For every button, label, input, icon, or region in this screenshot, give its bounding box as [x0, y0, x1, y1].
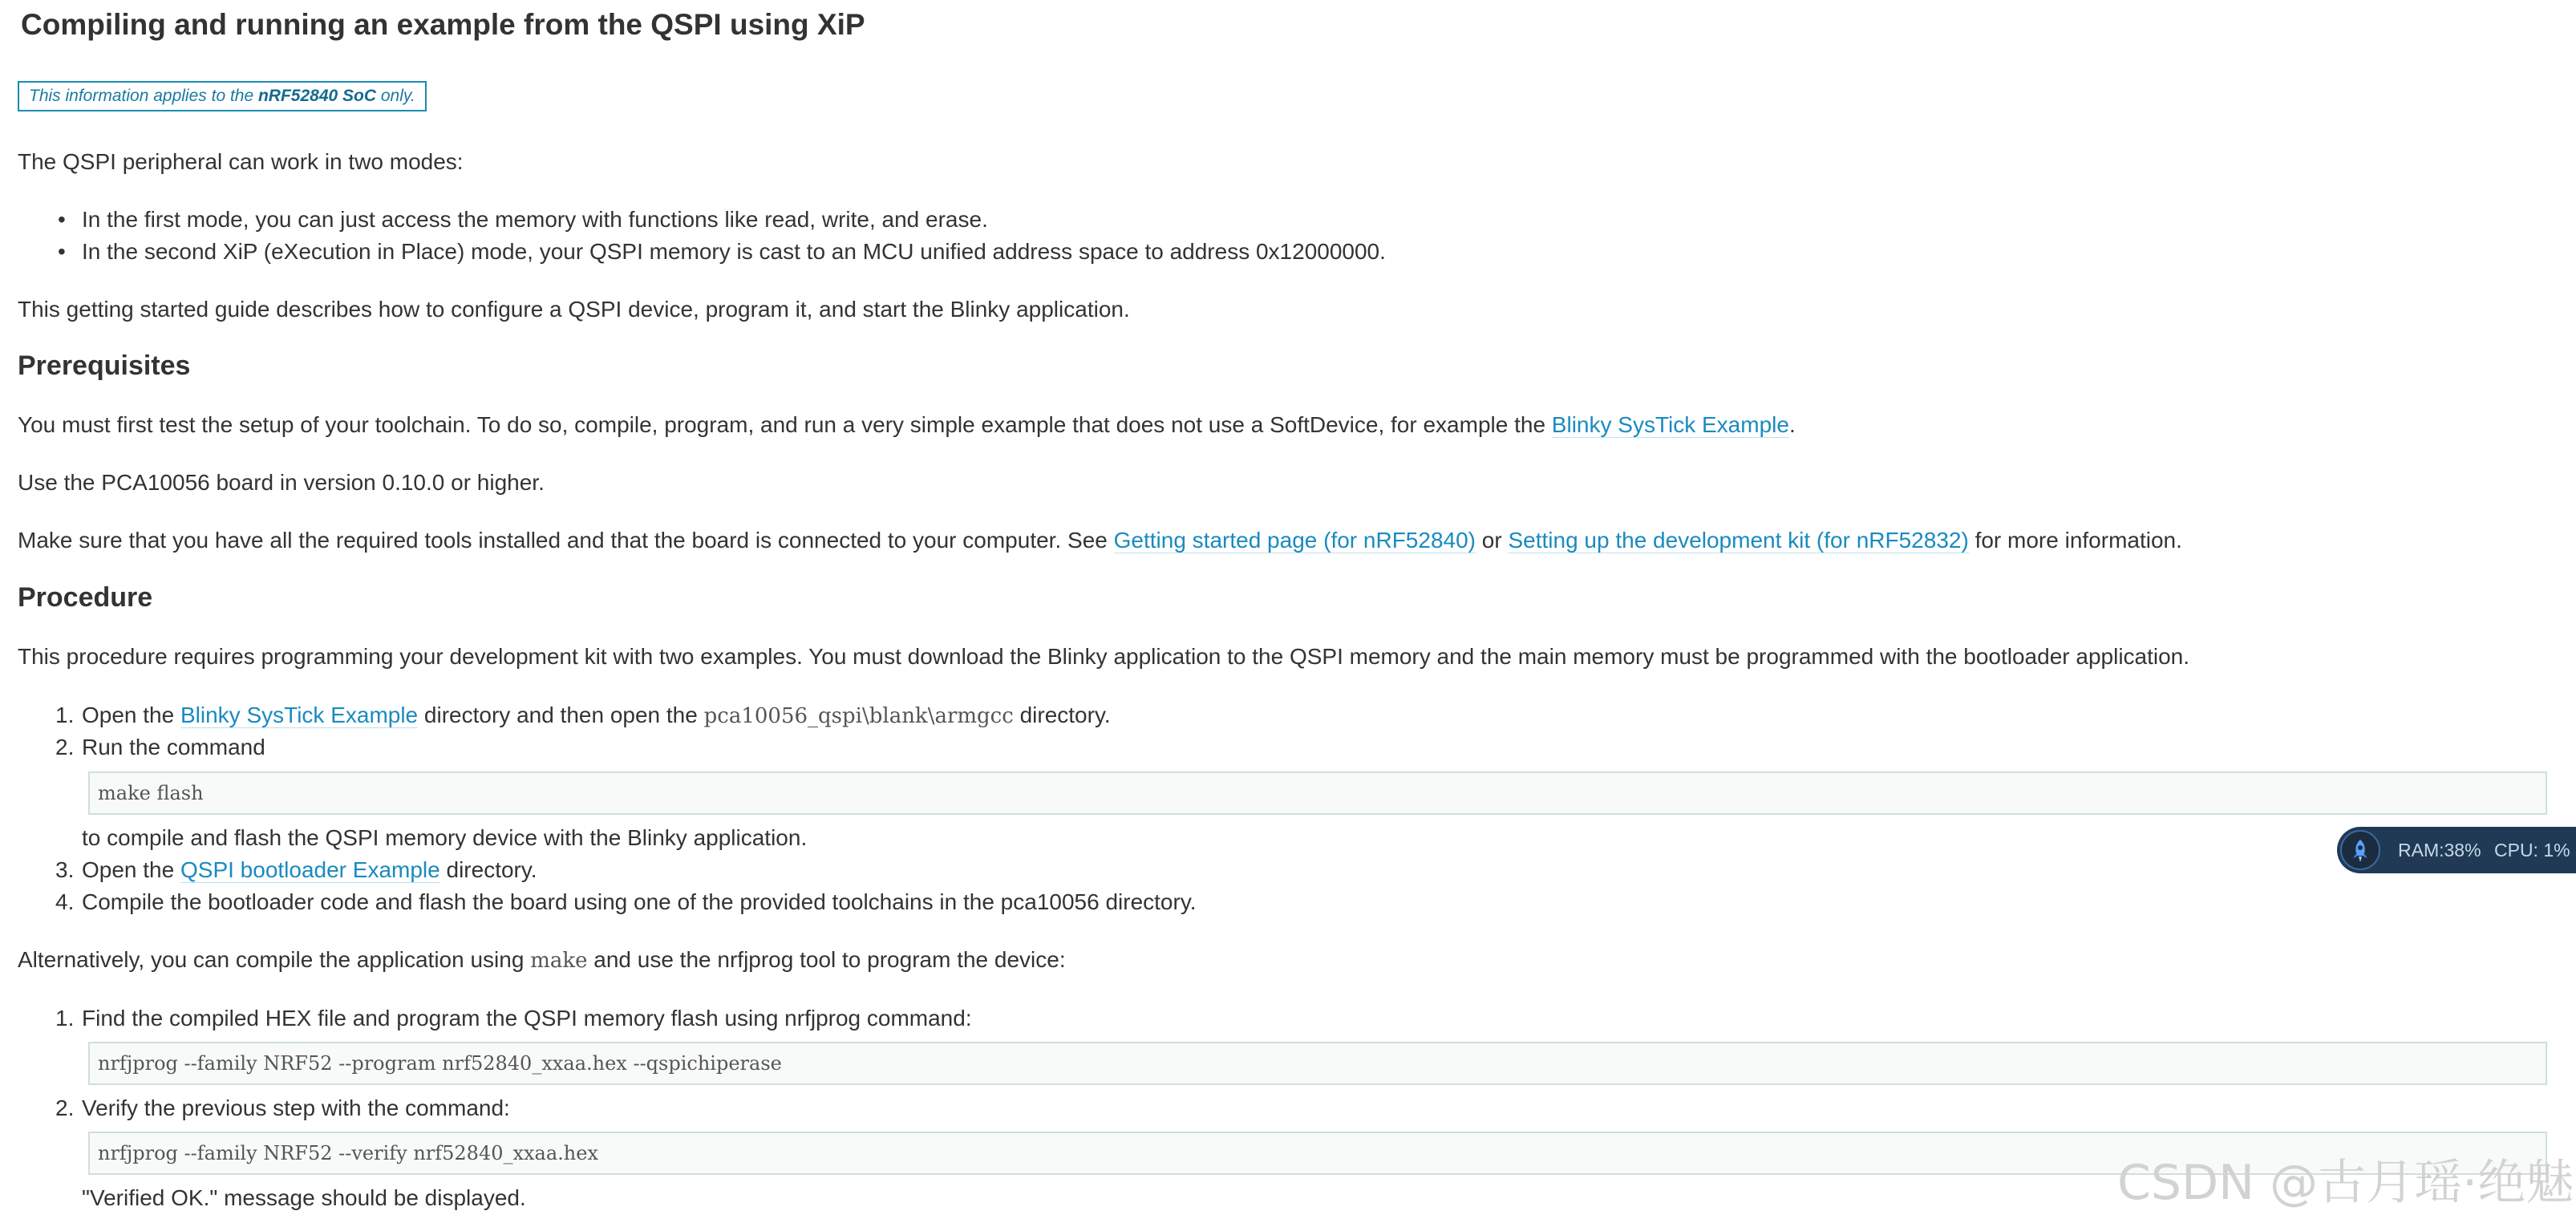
setup-devkit-link[interactable]: Setting up the development kit (for nRF52832) — [1508, 528, 1969, 553]
text: for more information. — [1968, 528, 2182, 553]
procedure-heading: Procedure — [18, 582, 153, 613]
text: Open the — [82, 857, 180, 882]
note-soc: nRF52840 SoC — [257, 87, 377, 105]
note-prefix: This information applies to the — [29, 87, 258, 105]
rocket-icon[interactable] — [2340, 830, 2380, 870]
text: and use the nrfjprog tool to program the device: — [587, 947, 1066, 972]
tools-paragraph — [18, 524, 2182, 557]
cpu-usage: CPU: 1% — [2494, 840, 2570, 861]
step-number: 4. — [55, 889, 75, 914]
mode-list-item: • In the second XiP (eXecution in Place) mode, your QSPI memory is cast to an MCU unified address space to address 0x12000000. — [82, 236, 1386, 268]
text: . — [1788, 412, 1796, 437]
mode-list-item: • In the first mode, you can just access the memory with functions like read, write, and erase. — [82, 204, 988, 236]
text: Compile the bootloader code and flash the board using one of the provided toolchains in the pca10056 directory. — [82, 889, 1197, 914]
text: Open the — [82, 703, 180, 727]
text: Make sure that you have all the required tools installed and that the board is connected to your computer. See — [18, 528, 1114, 553]
text: Verify the previous step with the command: — [82, 1095, 510, 1120]
text: or — [1476, 528, 1509, 553]
alternative-paragraph — [18, 944, 1066, 977]
text: directory. — [439, 857, 537, 882]
intro-paragraph: The QSPI peripheral can work in two modes: — [18, 149, 464, 174]
code-block-make-flash[interactable]: make flash — [88, 771, 2547, 815]
note-suffix: only. — [376, 87, 415, 105]
text: Find the compiled HEX file and program the QSPI memory flash using nrfjprog command: — [82, 1006, 972, 1031]
board-version-paragraph: Use the PCA10056 board in version 0.10.0 or higher. — [18, 470, 545, 495]
code-block-verify[interactable]: nrfjprog --family NRF52 --verify nrf52840_xxaa.hex — [88, 1132, 2547, 1175]
resource-monitor-widget[interactable] — [2337, 827, 2576, 873]
prerequisites-heading: Prerequisites — [18, 350, 191, 381]
alt-step-2-followup: "Verified OK." message should be displayed. — [82, 1185, 526, 1210]
text: directory and then open the — [418, 703, 704, 727]
getting-started-link[interactable]: Getting started page (for nRF52840) — [1113, 528, 1476, 553]
step-3 — [55, 854, 537, 886]
page-title: Compiling and running an example from the QSPI using XiP — [21, 8, 865, 41]
step-number: 2. — [55, 735, 75, 759]
alt-step-2 — [55, 1092, 510, 1124]
text: Run the command — [82, 735, 265, 759]
code-block-program[interactable]: nrfjprog --family NRF52 --program nrf52840_xxaa.hex --qspichiperase — [88, 1042, 2547, 1085]
qspi-bootloader-link[interactable]: QSPI bootloader Example — [180, 857, 440, 882]
step-number: 1. — [55, 1006, 75, 1031]
step-2 — [55, 731, 265, 763]
step-1 — [55, 699, 1111, 732]
step-number: 1. — [55, 703, 75, 727]
make-inline-code: make — [530, 949, 588, 973]
procedure-intro: This procedure requires programming your development kit with two examples. You must download the Blinky application to the QSPI memory and the main memory must be programmed with the bootloader application. — [18, 644, 2190, 669]
text: directory. — [1013, 703, 1111, 727]
step-4 — [55, 886, 1197, 918]
alt-step-1 — [55, 1002, 972, 1035]
text: Alternatively, you can compile the application using — [18, 947, 531, 972]
toolchain-paragraph — [18, 409, 1796, 441]
text: You must first test the setup of your toolchain. To do so, compile, program, and run a very simple example that does not use a SoftDevice, for example the — [18, 412, 1552, 437]
step-2-followup: to compile and flash the QSPI memory device with the Blinky application. — [82, 825, 808, 850]
blinky-systick-link-2[interactable]: Blinky SysTick Example — [180, 703, 419, 727]
blinky-systick-link[interactable]: Blinky SysTick Example — [1551, 412, 1789, 437]
step-number: 3. — [55, 857, 75, 882]
csdn-watermark: CSDN @古月瑶·绝魅 — [2117, 1155, 2574, 1211]
guide-paragraph: This getting started guide describes how to configure a QSPI device, program it, and start the Blinky application. — [18, 297, 1130, 322]
directory-path: pca10056_qspi\blank\armgcc — [703, 704, 1014, 728]
step-number: 2. — [55, 1095, 75, 1120]
applicability-note — [18, 81, 427, 111]
ram-usage: RAM:38% — [2398, 840, 2481, 861]
